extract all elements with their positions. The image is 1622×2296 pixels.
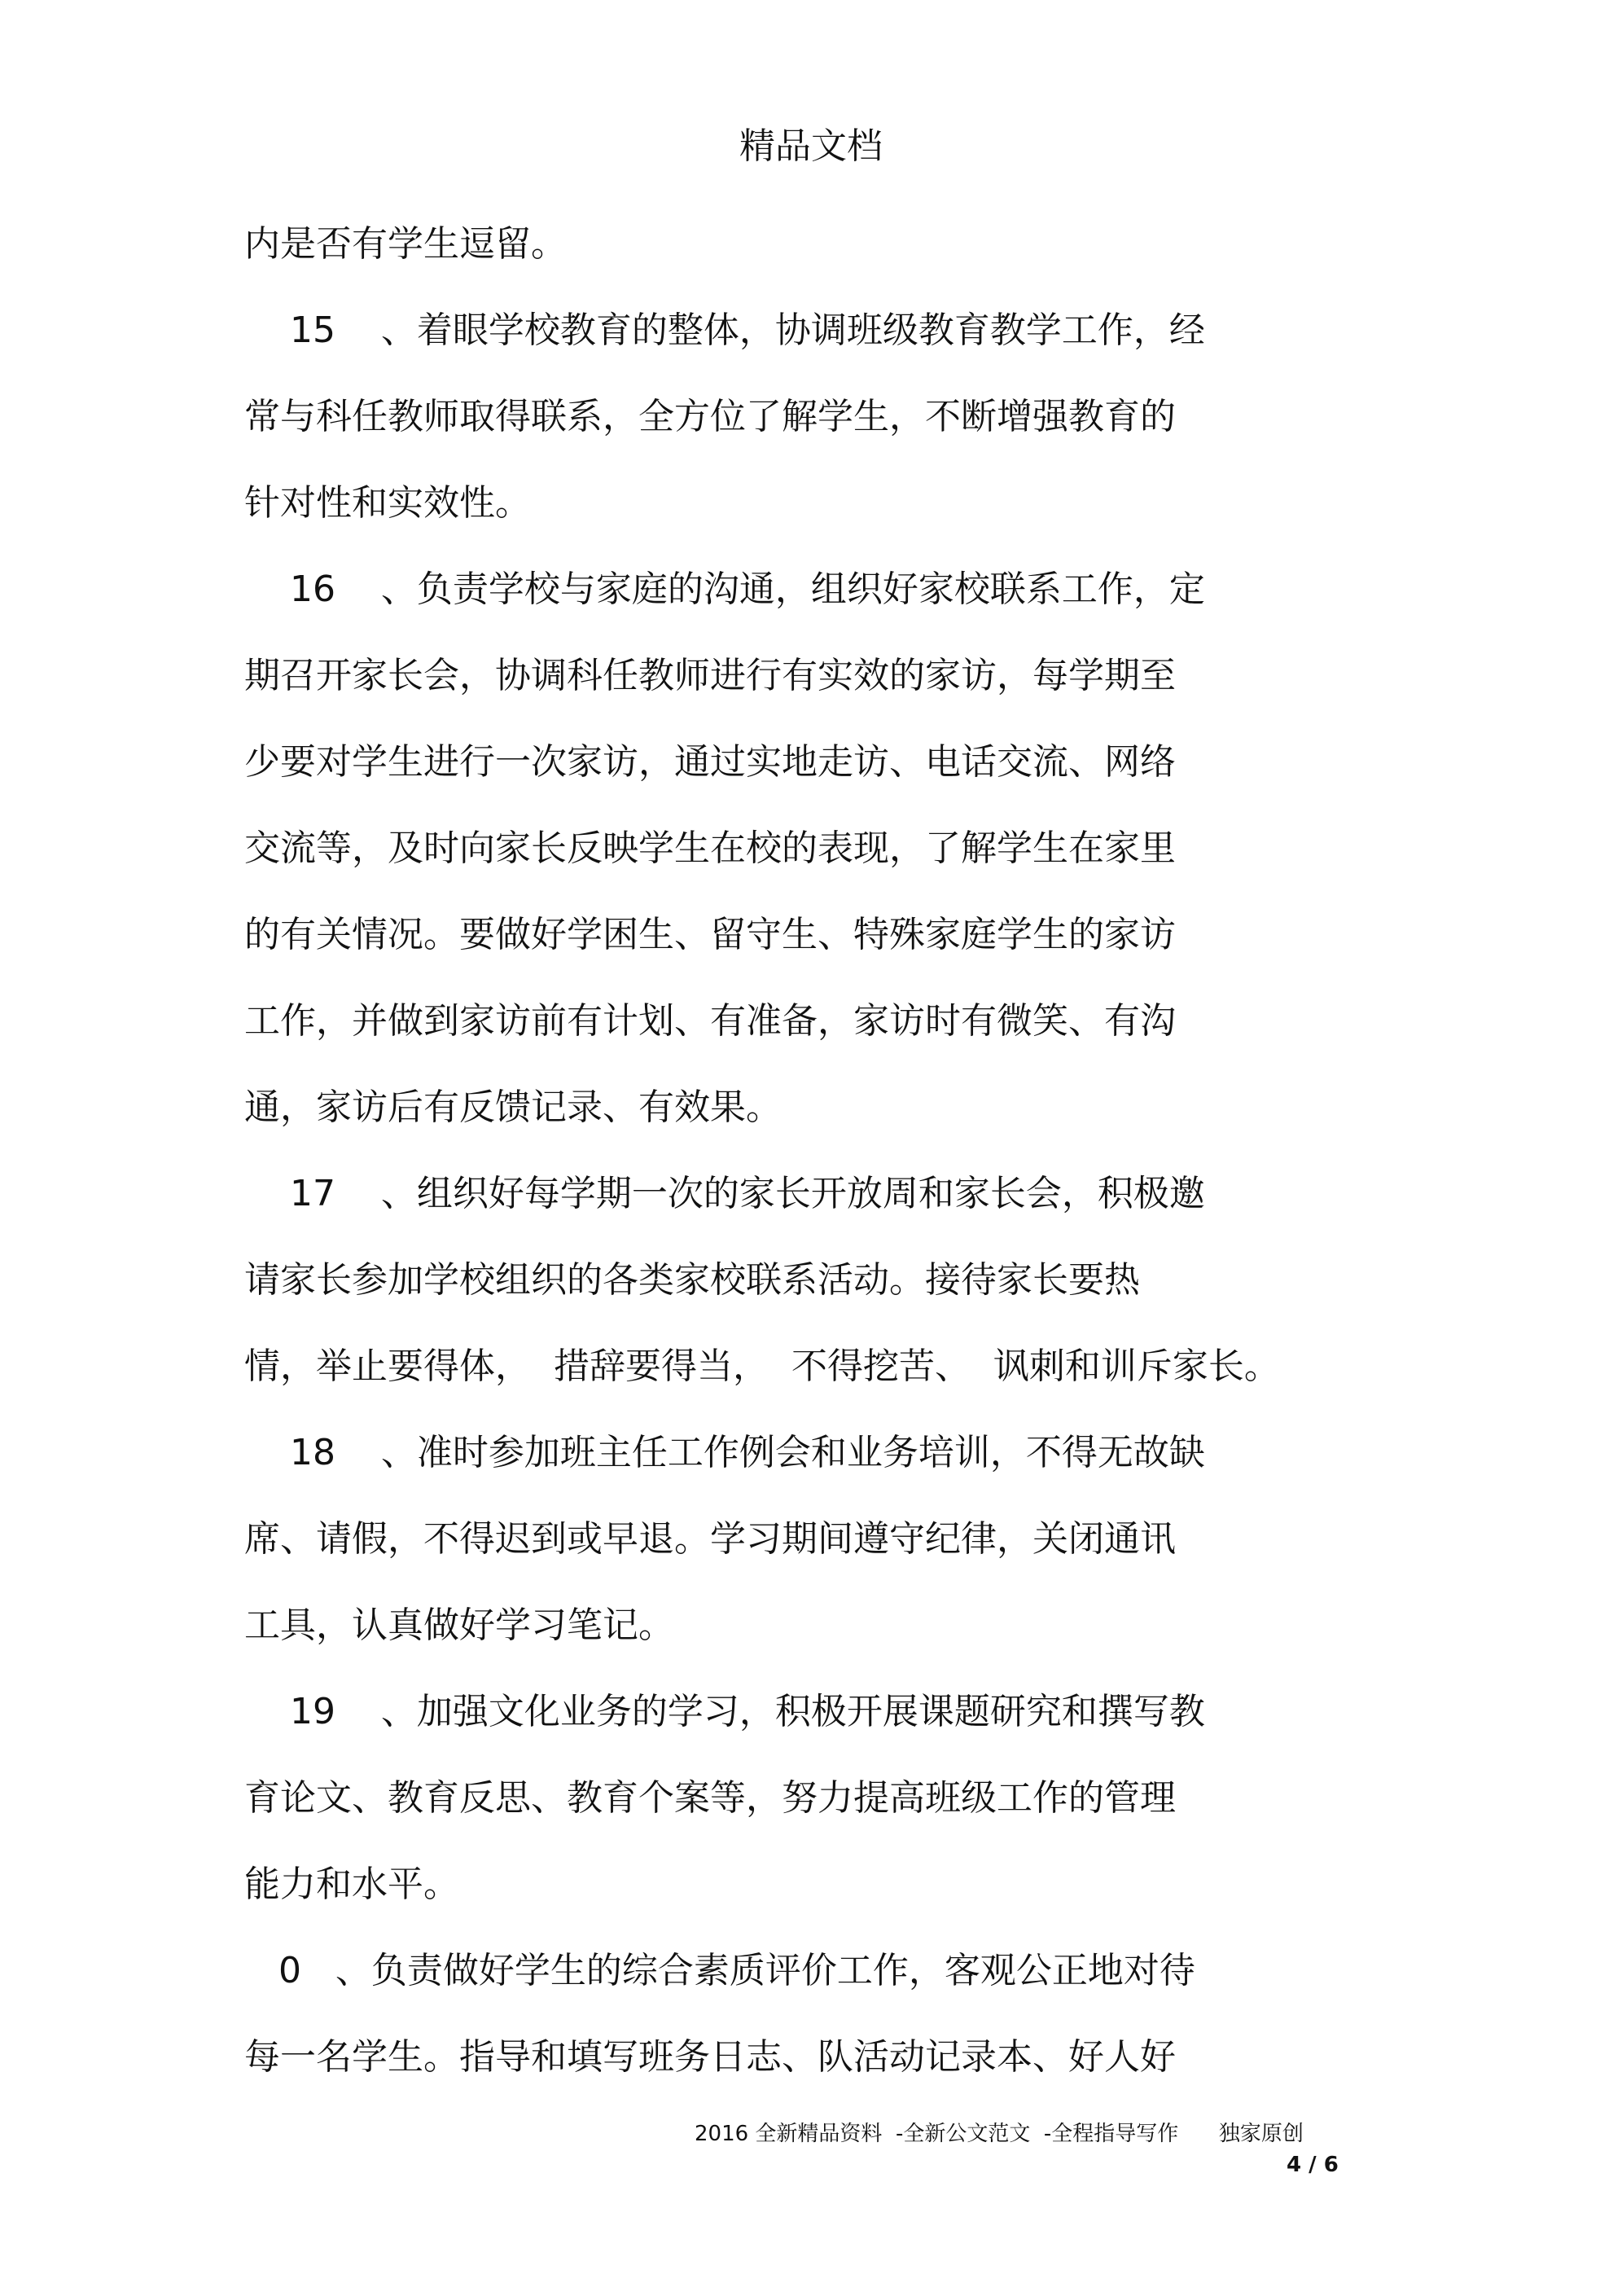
body-line: 能力和水平。	[244, 1864, 459, 1905]
body-line: 内是否有学生逗留。	[244, 223, 567, 265]
body-line: 常与科任教师取得联系，全方位了解学生，不断增强教育的	[244, 396, 1176, 437]
body-line: 19 、加强文化业务的学习，积极开展课题研究和撰写教	[244, 1691, 1205, 1732]
body-line: 针对性和实效性。	[244, 482, 531, 524]
body-line: 少要对学生进行一次家访，通过实地走访、电话交流、网络	[244, 741, 1176, 783]
body-line: 通，家访后有反馈记录、有效果。	[244, 1087, 782, 1128]
body-line: 16 、负责学校与家庭的沟通，组织好家校联系工作，定	[244, 569, 1205, 610]
body-line: 交流等，及时向家长反映学生在校的表现，了解学生在家里	[244, 828, 1176, 869]
body-line: 每一名学生。指导和填写班务日志、队活动记录本、好人好	[244, 2036, 1176, 2078]
body-line: 请家长参加学校组织的各类家校联系活动。接待家长要热	[244, 1259, 1140, 1301]
page-number: 4 / 6	[1287, 2153, 1339, 2177]
body-line: 18 、准时参加班主任工作例会和业务培训，不得无故缺	[244, 1432, 1205, 1473]
body-line: 工具，认真做好学习笔记。	[244, 1605, 674, 1646]
body-line: 席、请假，不得迟到或早退。学习期间遵守纪律，关闭通讯	[244, 1518, 1176, 1560]
page-header-title: 精品文档	[739, 125, 883, 167]
body-line: 15 、着眼学校教育的整体，协调班级教育教学工作，经	[244, 309, 1205, 351]
body-line: 工作，并做到家访前有计划、有准备，家访时有微笑、有沟	[244, 1000, 1176, 1042]
body-line: 期召开家长会，协调科任教师进行有实效的家访，每学期至	[244, 655, 1176, 696]
footer-text: 2016 全新精品资料 -全新公文范文 -全程指导写作 独家原创	[695, 2122, 1304, 2146]
body-line: 17 、组织好每学期一次的家长开放周和家长会，积极邀	[244, 1173, 1205, 1214]
body-line: 情，举止要得体， 措辞要得当， 不得挖苦、 讽刺和训斥家长。	[244, 1346, 1280, 1387]
body-line: 育论文、教育反思、教育个案等，努力提高班级工作的管理	[244, 1777, 1176, 1819]
body-line: 的有关情况。要做好学困生、留守生、特殊家庭学生的家访	[244, 914, 1176, 955]
body-line: 0 、负责做好学生的综合素质评价工作，客观公正地对待	[244, 1950, 1195, 1991]
